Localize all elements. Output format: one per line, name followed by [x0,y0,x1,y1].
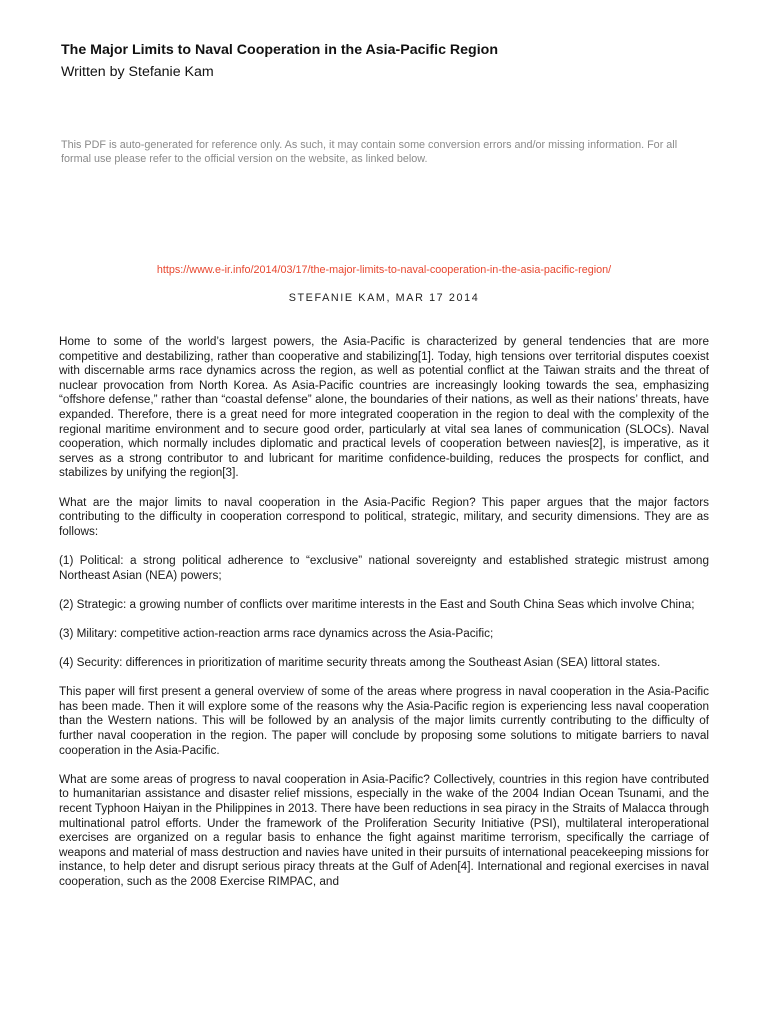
body-paragraph-overview: This paper will first present a general overview of some of the areas where progress in naval cooperation in the Asia-Pacific has been made. Then it will explore some of the reasons why the Asia-Pacific region is experiencing less naval cooperation than the Western nations. This will be followed by an analysis of the major limits currently contributing to the difficulty of further naval cooperation in the region. The paper will conclude by proposing some solutions to mitigate barriers to naval cooperation in the Asia-Pacific. [59,685,709,757]
article-byline: Written by Stefanie Kam [61,64,214,80]
article-body [59,335,709,904]
pdf-disclaimer: This PDF is auto-generated for reference only. As such, it may contain some conversion errors and/or missing information. For all formal use please refer to the official version on the website, as linked below. [61,139,678,165]
list-item-military: (3) Military: competitive action-reaction arms race dynamics across the Asia-Pacific; [59,626,494,640]
source-url-link[interactable]: https://www.e-ir.info/2014/03/17/the-major-limits-to-naval-cooperation-in-the-asia-pacific-region/ [156,264,612,276]
body-paragraph-intro: Home to some of the world’s largest powers, the Asia-Pacific is characterized by general tendencies that are more competitive and destabilizing, rather than cooperative and stabilizing[1]. Today, high tensions over territorial disputes coexist with discernable arms race dynamics across the region, as well as potential conflict at the Taiwan straits and the threat of nuclear provocation from North Korea. As Asia-Pacific countries are increasingly looking towards the sea, emphasizing “offshore defense,” rather than “coastal defense” alone, the boundaries of their nations, as well as their nations’ threats, have expanded. Therefore, there is a great need for more integrated cooperation in the region to deal with the complexity of the regional maritime environment and to secure good order, particularly at vital sea lanes of communication (SLOCs). Naval cooperation, which normally includes diplomatic and practical levels of cooperation between navies[2], is imperative, as it serves as a strong contributor to and lubricant for maritime confidence-building, reduces the prospects for conflict, and stabilizes by unifying the region[3]. [59,335,709,480]
body-paragraph-question: What are the major limits to naval cooperation in the Asia-Pacific Region? This paper argues that the major factors contributing to the difficulty in cooperation correspond to political, strategic, military, and security dimensions. They are as follows: [59,495,709,538]
list-item-political: (1) Political: a strong political adherence to “exclusive” national sovereignty and established strategic mistrust among Northeast Asian (NEA) powers; [59,553,709,582]
list-item-security: (4) Security: differences in prioritization of maritime security threats among the Southeast Asian (SEA) littoral states. [59,656,661,670]
body-paragraph-progress: What are some areas of progress to naval cooperation in Asia-Pacific? Collectively, countries in this region have contributed to humanitarian assistance and disaster relief missions, especially in the wake of the 2004 Indian Ocean Tsunami, and the recent Typhoon Haiyan in the Philippines in 2013. There have been reductions in sea piracy in the Straits of Malacca through multinational patrol efforts. Under the framework of the Proliferation Security Initiative (PSI), multilateral interoperational exercises are organized on a regular basis to enhance the fight against maritime terrorism, specifically the carriage of weapons and material of mass destruction and navies have united in their pursuits of international peacekeeping missions for instance, to help deter and disrupt serious piracy threats at the Gulf of Aden[4]. International and regional exercises in naval cooperation, such as the 2008 Exercise RIMPAC, and [59,772,709,888]
article-title: The Major Limits to Naval Cooperation in the Asia-Pacific Region [61,42,498,58]
author-date-line: STEFANIE KAM, MAR 17 2014 [288,292,480,304]
list-item-strategic: (2) Strategic: a growing number of conflicts over maritime interests in the East and South China Seas which involve China; [59,597,695,611]
